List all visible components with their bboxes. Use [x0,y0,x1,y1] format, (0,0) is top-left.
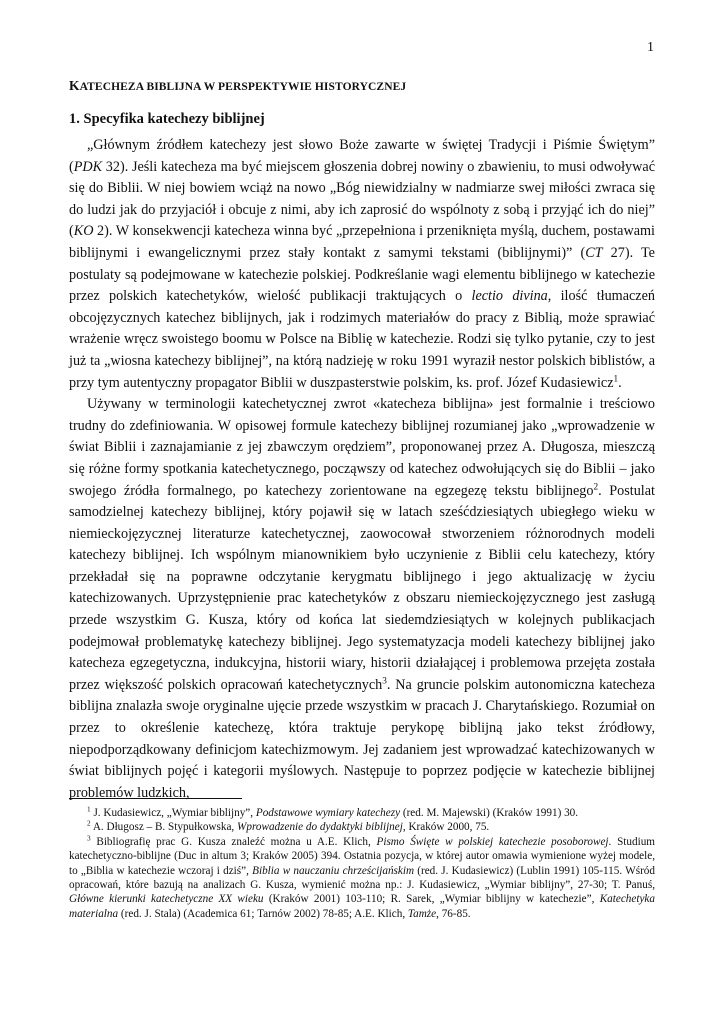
page-number: 1 [647,40,654,55]
main-content [69,78,655,804]
text-run: J. Kudasiewicz, „Wymiar biblijny”, [90,807,256,819]
text-run: (red. J. Stala) (Academica 61; Tarnów 2002) 78-85; A.E. Klich, [118,907,408,920]
footnote-ref: 1 [613,372,619,383]
footnote-ref: 3 [87,834,91,843]
text-run: . Na gruncie polskim autonomiczna katecheza biblijna znalazła swoje oryginalne ujęcie przede wszystkim w pracach J. Charytańskiego. Rozumiał on przez to określenie katechezę, która traktuje perykopę biblijną jako tekst źródłowy, niepodporządkowany definicjom katechizmowym. Jej zadaniem jest wprowadzać katechizowanych w świat biblijnych pojęć i kategorii myślowych. Następuje to poprzez podjęcie w katechezie biblijnej problemów ludzkich, [69,676,656,801]
footnote-ref: 3 [382,675,387,686]
italic-text: Wprowadzenie do dydaktyki biblijnej [237,821,403,834]
italic-text: Podstawowe wymiary katechezy [255,807,401,819]
footnote-ref: 1 [87,805,91,814]
text-run: (Kraków 2001) 103-110; R. Sarek, „Wymiar biblijny w katechezie”, [263,893,600,906]
running-title [69,78,655,94]
text-run: , 76-85. [436,907,471,920]
text-run: A. Długosz – B. Stypułkowska, [90,821,238,834]
text-run: , ilość tłumaczeń obcojęzycznych katechez biblijnych, jak i rodzimych materiałów do pracy z Biblią, może sprawiać wrażenie wręcz swoistego boomu w Polsce na Biblię w katechezie. Rodzi się tylko pytanie, czy to jest już ta „wiosna katechezy biblijnej”, na którą nadzieję w roku 1991 wyraził nestor polskich biblistów, a przy tym autentyczny propagator Biblii w duszpasterstwie polskim, ks. prof. Józef Kudasiewicz [69,288,655,391]
text-run: Używany w terminologii katechetycznej zwrot «katecheza biblijna» jest formalnie i treściowo trudny do zdefiniowania. W opisowej formule katechezy biblijnej rozumianej jako „wprowadzenie w świat Biblii i zaznajamianie z jej zbawczym orędziem”, proponowanej przez A. Długosza, mieszczą się różne formy spotkania katechetycznego, począwszy od katechez odwołujących się do Biblii – jako swojego źródła formalnego, po katechezy zorientowane na egzegezę tekstu biblijnego [69,396,655,499]
italic-text: Tamże [407,907,437,920]
footnote [69,820,655,834]
footnote [69,806,655,820]
text-run: (red. M. Majewski) (Kraków 1991) 30. [400,807,579,819]
text-run: 27). Te postulaty są podejmowane w katechezie polskiej. Podkreślanie wagi elementu biblijnego w katechezie przez polskich katechetyków, wielość publikacji traktujących o [69,244,655,305]
footnote-ref: 2 [87,819,91,828]
footnote-divider [69,798,242,799]
italic-text: Katechetyka materialna [69,893,655,920]
paragraph [69,135,655,394]
text-run: . Studium katechetyczno-biblijne (Duc in altum 3; Kraków 2005) 394. Ostatnia pozycja, w której autor omawia wymienione wyżej modele, to „Biblia w katechezie wczoraj i dziś”, [69,835,655,877]
running-title-initial: K [69,78,80,93]
italic-text: Biblia w nauczaniu chrześcijańskim [252,864,415,877]
footnotes [69,806,655,921]
text-run: . Postulat samodzielnej katechezy biblijnej, który pojawił się w latach sześćdziesiątych ubiegłego wieku w niemieckojęzycznej literaturze katechetycznej, zaowocował stworzeniem różnorodnych modeli katechezy biblijnej. Ich wspólnym mianownikiem było uczynienie z Biblii celu katechezy, który przekładał się na poprawne odczytanie kerygmatu biblijnego i jego aktualizację w życiu katechizowanych. Uprzystępnienie prac katechetyków z obszaru niemieckojęzycznego jest zasługą przede wszystkim G. Kusza, który od końca lat siedemdziesiątych w kolejnych publikacjach podejmował problematykę katechezy biblijnej. Jego systematyzacja modeli katechezy biblijnej jako katecheza egzegetyczna, indukcyjna, historii wiary, historii działającej i problemowa przejęta została przez większość polskich opracowań katechetycznych [69,482,655,693]
paragraph [69,394,655,804]
italic-text: PDK [73,158,103,175]
section-heading: 1. Specyfika katechezy biblijnej [69,111,265,127]
italic-text: lectio divina [471,288,548,305]
text-run: , Kraków 2000, 75. [402,821,490,834]
italic-text: KO [73,223,94,240]
italic-text: CT [585,244,603,261]
text-run: 2). W konsekwencji katecheza winna być „przepełniona i przeniknięta myślą, duchem, postawami biblijnymi i ewangelicznymi przez stały kontakt z samymi tekstami (biblijnymi)” ( [69,223,655,261]
italic-text: Główne kierunki katechetyczne XX wieku [69,893,264,906]
italic-text: Pismo Święte w polskiej katechezie posoborowej [376,835,609,848]
text-run: 32). Jeśli katecheza ma być miejscem głoszenia dobrej nowiny o zbawieniu, to musi odwoływać się do Biblii. W niej bowiem wciąż na nowo „Bóg niewidzialny w nadmiarze swej miłości zwraca się do ludzi jak do przyjaciół i obcuje z nimi, aby ich zaprosić do wspólnoty z sobą i przyjąć ich do niej” ( [69,158,655,240]
body-text [69,135,655,804]
text-run: „Głównym źródłem katechezy jest słowo Boże zawarte w świętej Tradycji i Piśmie Świętym” ( [69,137,655,175]
footnote [69,835,655,921]
running-title-rest: ATECHEZA BIBLIJNA W PERSPEKTYWIE HISTORYCZNEJ [79,81,407,93]
text-run: (red. J. Kudasiewicz) (Lublin 1991) 105-115. Wśród opracowań, które bazują na analizach G. Kusza, wymienić można np.: J. Kudasiewicz, „Wymiar biblijny”, 27-30; T. Panuś, [69,864,655,892]
text-run: Bibliografię prac G. Kusza znaleźć można u A.E. Klich, [90,835,377,848]
text-run: . [618,374,622,391]
footnote-ref: 2 [593,480,599,491]
